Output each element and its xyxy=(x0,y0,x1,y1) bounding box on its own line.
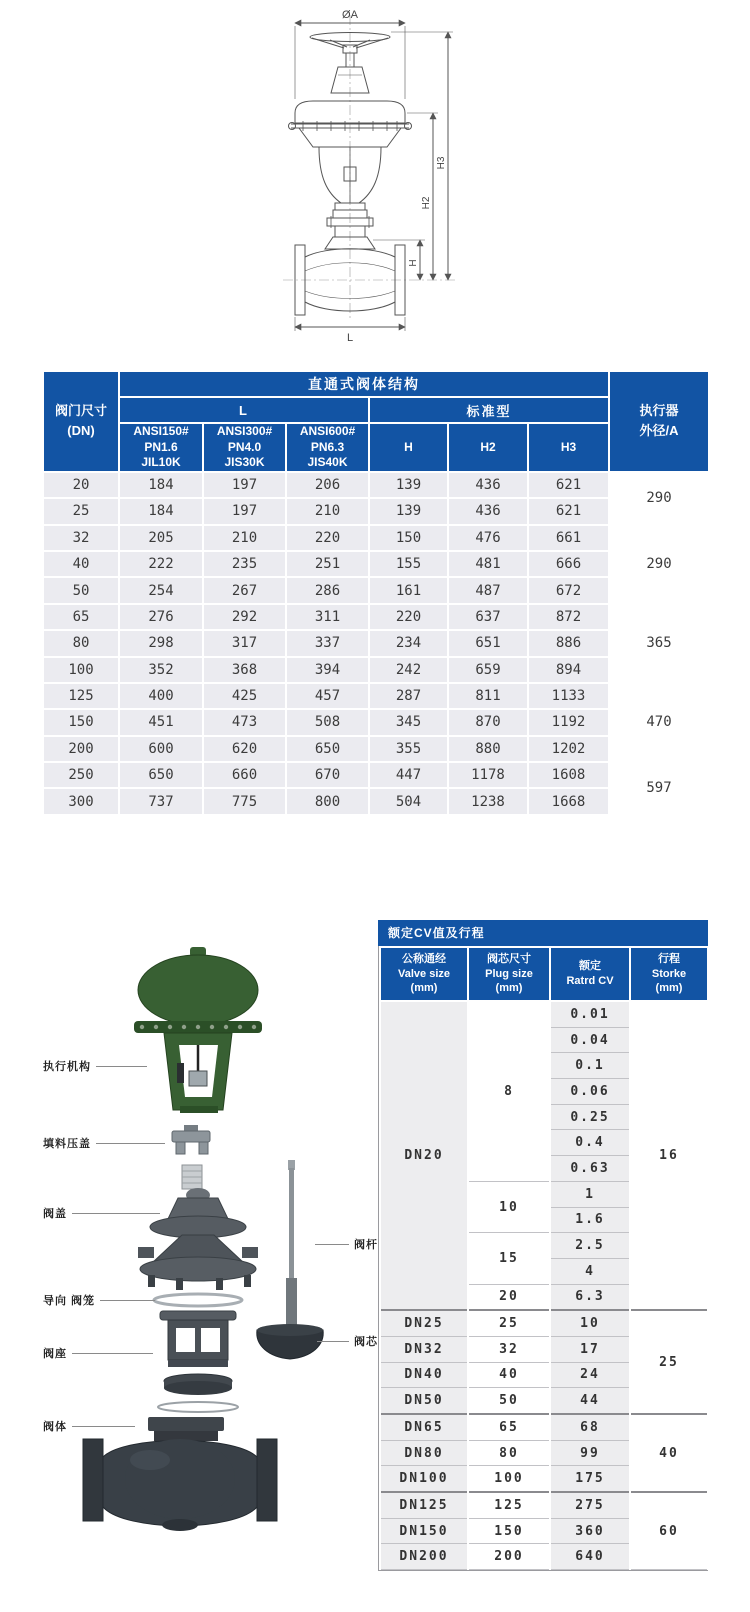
table-cell: 150 xyxy=(468,1518,550,1544)
table-cell: 25 xyxy=(630,1310,708,1414)
dimension-table xyxy=(42,370,710,816)
table-cell: 1608 xyxy=(528,762,609,788)
table-cell: 10 xyxy=(550,1310,630,1336)
leader-line xyxy=(96,1143,165,1144)
table-cell: DN125 xyxy=(380,1492,468,1518)
table-cell: 8 xyxy=(468,1001,550,1181)
table-cell: 487 xyxy=(448,577,528,603)
table-cell: 650 xyxy=(286,736,369,762)
exploded-stem xyxy=(286,1160,297,1320)
table-cell: 476 xyxy=(448,525,528,551)
group-header-standard: 标准型 xyxy=(369,397,609,423)
table-cell: 205 xyxy=(119,525,203,551)
table-cell: 360 xyxy=(550,1518,630,1544)
table-cell: 276 xyxy=(119,604,203,630)
table-cell: 672 xyxy=(528,577,609,603)
table-row xyxy=(380,1492,708,1518)
table-cell: 100 xyxy=(43,657,119,683)
table-cell: 200 xyxy=(43,736,119,762)
leader-line xyxy=(315,1244,349,1245)
table-cell: 870 xyxy=(448,709,528,735)
cv-header-plug-size: 阀芯尺寸 Plug size (mm) xyxy=(468,947,550,1001)
table-cell: 210 xyxy=(203,525,286,551)
table-cell: 286 xyxy=(286,577,369,603)
table-cell: DN20 xyxy=(380,1001,468,1310)
table-cell: 2.5 xyxy=(550,1233,630,1259)
cv-table-section xyxy=(378,920,708,1571)
table-cell: 175 xyxy=(550,1466,630,1492)
table-cell: 0.06 xyxy=(550,1079,630,1105)
col-header-h3: H3 xyxy=(528,423,609,472)
label-plug: 阀芯 xyxy=(312,1333,378,1349)
table-cell: 197 xyxy=(203,472,286,498)
table-cell: 317 xyxy=(203,630,286,656)
table-cell: 25 xyxy=(43,498,119,524)
table-cell: 400 xyxy=(119,683,203,709)
table-cell: 267 xyxy=(203,577,286,603)
dimension-h2 xyxy=(407,113,438,280)
table-cell: 139 xyxy=(369,472,448,498)
exploded-valve-body xyxy=(83,1417,277,1531)
table-cell: 775 xyxy=(203,788,286,814)
table-cell: 242 xyxy=(369,657,448,683)
table-cell: 20 xyxy=(43,472,119,498)
table-cell: 65 xyxy=(468,1414,550,1440)
table-cell: DN200 xyxy=(380,1544,468,1570)
table-cell: 1238 xyxy=(448,788,528,814)
table-cell: 292 xyxy=(203,604,286,630)
table-cell: 0.1 xyxy=(550,1053,630,1079)
table-cell: 16 xyxy=(630,1001,708,1310)
table-cell: 368 xyxy=(203,657,286,683)
table-cell: 25 xyxy=(468,1310,550,1336)
dim-label-l: L xyxy=(346,332,354,344)
exploded-seat xyxy=(164,1374,232,1395)
table-row xyxy=(380,1414,708,1440)
table-cell: 210 xyxy=(286,498,369,524)
dim-label-h2: H2 xyxy=(421,196,432,210)
table-cell: 1192 xyxy=(528,709,609,735)
valve-dimension-drawing xyxy=(255,5,465,350)
table-cell: 661 xyxy=(528,525,609,551)
table-cell: 650 xyxy=(119,762,203,788)
table-cell: 254 xyxy=(119,577,203,603)
table-cell: 80 xyxy=(43,630,119,656)
table-cell: 451 xyxy=(119,709,203,735)
table-cell: 155 xyxy=(369,551,448,577)
table-cell: DN32 xyxy=(380,1336,468,1362)
exploded-ring xyxy=(158,1402,238,1412)
table-cell: 50 xyxy=(43,577,119,603)
table-cell: 24 xyxy=(550,1362,630,1388)
table-cell: DN100 xyxy=(380,1466,468,1492)
table-cell: 345 xyxy=(369,709,448,735)
table-cell: DN40 xyxy=(380,1362,468,1388)
col-header-ansi150: ANSI150# PN1.6 JIL10K xyxy=(119,423,203,472)
table-cell: 660 xyxy=(203,762,286,788)
exploded-packing-gland xyxy=(172,1125,210,1154)
col-header-ansi600: ANSI600# PN6.3 JIS40K xyxy=(286,423,369,472)
table-cell: 40 xyxy=(43,551,119,577)
table-cell: 290 xyxy=(609,472,709,525)
col-header-h2: H2 xyxy=(448,423,528,472)
exploded-cage xyxy=(160,1311,236,1367)
cv-header-rated-cv: 额定 Ratrd CV xyxy=(550,947,630,1001)
table-cell: 125 xyxy=(43,683,119,709)
table-cell: 80 xyxy=(468,1440,550,1466)
table-cell: 481 xyxy=(448,551,528,577)
table-cell: 200 xyxy=(468,1544,550,1570)
col-header-ansi300: ANSI300# PN4.0 JIS30K xyxy=(203,423,286,472)
table-cell: DN25 xyxy=(380,1310,468,1336)
table-cell: 621 xyxy=(528,498,609,524)
table-cell: DN150 xyxy=(380,1518,468,1544)
table-cell: 44 xyxy=(550,1388,630,1414)
dimension-h3 xyxy=(391,32,453,280)
table-cell: 0.01 xyxy=(550,1001,630,1027)
table-title: 直通式阀体结构 xyxy=(119,371,609,397)
yoke xyxy=(319,147,381,210)
table-row xyxy=(380,1001,708,1027)
table-cell: 666 xyxy=(528,551,609,577)
label-seat: 阀座 xyxy=(43,1345,158,1361)
table-cell: 597 xyxy=(609,762,709,815)
cv-table-title: 额定CV值及行程 xyxy=(378,920,708,946)
table-cell: 234 xyxy=(369,630,448,656)
table-cell: 508 xyxy=(286,709,369,735)
cv-header-valve-size: 公称通经 Valve size (mm) xyxy=(380,947,468,1001)
table-cell: 1202 xyxy=(528,736,609,762)
exploded-actuator xyxy=(134,947,262,1113)
table-cell: 737 xyxy=(119,788,203,814)
table-cell: 290 xyxy=(609,525,709,604)
table-cell: 32 xyxy=(468,1336,550,1362)
exploded-packing xyxy=(182,1165,202,1189)
table-cell: 637 xyxy=(448,604,528,630)
table-cell: 640 xyxy=(550,1544,630,1570)
table-cell: 504 xyxy=(369,788,448,814)
table-row xyxy=(43,525,709,551)
table-cell: 287 xyxy=(369,683,448,709)
corner-header: 阀门尺寸 (DN) xyxy=(43,371,119,472)
table-cell: 150 xyxy=(43,709,119,735)
table-cell: 1133 xyxy=(528,683,609,709)
table-cell: DN65 xyxy=(380,1414,468,1440)
col-header-h: H xyxy=(369,423,448,472)
table-cell: 352 xyxy=(119,657,203,683)
table-cell: 40 xyxy=(630,1414,708,1492)
table-cell: 161 xyxy=(369,577,448,603)
table-cell: 125 xyxy=(468,1492,550,1518)
table-cell: 425 xyxy=(203,683,286,709)
table-cell: 50 xyxy=(468,1388,550,1414)
label-packing-gland: 填料压盖 xyxy=(43,1135,170,1151)
table-cell: 32 xyxy=(43,525,119,551)
table-cell: 621 xyxy=(528,472,609,498)
table-cell: 651 xyxy=(448,630,528,656)
table-cell: 800 xyxy=(286,788,369,814)
table-cell: 620 xyxy=(203,736,286,762)
table-cell: 365 xyxy=(609,604,709,683)
group-header-l: L xyxy=(119,397,369,423)
table-cell: 894 xyxy=(528,657,609,683)
table-cell: 68 xyxy=(550,1414,630,1440)
actuator-header: 执行器 外径/A xyxy=(609,371,709,472)
table-cell: 470 xyxy=(609,683,709,762)
table-row xyxy=(43,683,709,709)
label-bonnet: 阀盖 xyxy=(43,1205,165,1221)
table-cell: 880 xyxy=(448,736,528,762)
dimension-l xyxy=(295,317,405,331)
table-cell: 0.4 xyxy=(550,1130,630,1156)
leader-line xyxy=(96,1066,147,1067)
leader-line xyxy=(72,1426,135,1427)
exploded-gasket xyxy=(154,1294,242,1306)
table-cell: 1178 xyxy=(448,762,528,788)
table-cell: 298 xyxy=(119,630,203,656)
leader-line xyxy=(72,1353,153,1354)
table-cell: 6.3 xyxy=(550,1284,630,1310)
cv-table-body xyxy=(378,946,708,1571)
table-cell: 100 xyxy=(468,1466,550,1492)
label-body: 阀体 xyxy=(43,1418,140,1434)
table-cell: 220 xyxy=(369,604,448,630)
table-cell: 99 xyxy=(550,1440,630,1466)
table-cell: 0.25 xyxy=(550,1104,630,1130)
table-cell: 436 xyxy=(448,472,528,498)
table-cell: 436 xyxy=(448,498,528,524)
label-guide-cage: 导向 阀笼 xyxy=(43,1292,160,1308)
table-cell: 457 xyxy=(286,683,369,709)
table-cell: 10 xyxy=(468,1181,550,1232)
cv-table xyxy=(379,946,709,1570)
table-cell: 20 xyxy=(468,1284,550,1310)
table-cell: 60 xyxy=(630,1492,708,1570)
table-cell: 206 xyxy=(286,472,369,498)
table-cell: 337 xyxy=(286,630,369,656)
table-cell: 150 xyxy=(369,525,448,551)
table-cell: 600 xyxy=(119,736,203,762)
dim-label-h: H xyxy=(408,259,419,267)
table-cell: 811 xyxy=(448,683,528,709)
table-cell: 139 xyxy=(369,498,448,524)
leader-line xyxy=(100,1300,155,1301)
table-row xyxy=(380,1310,708,1336)
table-cell: 394 xyxy=(286,657,369,683)
table-cell: 0.04 xyxy=(550,1027,630,1053)
table-cell: 355 xyxy=(369,736,448,762)
table-row xyxy=(43,604,709,630)
table-cell: 222 xyxy=(119,551,203,577)
table-cell: 473 xyxy=(203,709,286,735)
table-cell: 659 xyxy=(448,657,528,683)
table-cell: 184 xyxy=(119,472,203,498)
table-cell: 872 xyxy=(528,604,609,630)
table-cell: 886 xyxy=(528,630,609,656)
table-cell: 447 xyxy=(369,762,448,788)
table-cell: 275 xyxy=(550,1492,630,1518)
table-cell: 670 xyxy=(286,762,369,788)
cv-header-stroke: 行程 Storke (mm) xyxy=(630,947,708,1001)
table-cell: DN50 xyxy=(380,1388,468,1414)
table-cell: 250 xyxy=(43,762,119,788)
table-cell: 4 xyxy=(550,1258,630,1284)
label-actuator: 执行机构 xyxy=(43,1058,152,1074)
table-cell: 65 xyxy=(43,604,119,630)
table-cell: 0.63 xyxy=(550,1156,630,1182)
table-cell: 15 xyxy=(468,1233,550,1284)
table-cell: 300 xyxy=(43,788,119,814)
dim-label-h3: H3 xyxy=(436,156,447,170)
table-cell: 235 xyxy=(203,551,286,577)
table-cell: 40 xyxy=(468,1362,550,1388)
table-cell: DN80 xyxy=(380,1440,468,1466)
table-row xyxy=(43,472,709,498)
table-cell: 311 xyxy=(286,604,369,630)
table-row xyxy=(43,762,709,788)
leader-line xyxy=(72,1213,160,1214)
table-cell: 197 xyxy=(203,498,286,524)
table-cell: 184 xyxy=(119,498,203,524)
label-stem: 阀杆 xyxy=(310,1236,378,1252)
table-cell: 1 xyxy=(550,1181,630,1207)
table-cell: 1.6 xyxy=(550,1207,630,1233)
table-cell: 220 xyxy=(286,525,369,551)
table-cell: 1668 xyxy=(528,788,609,814)
table-cell: 17 xyxy=(550,1336,630,1362)
table-cell: 251 xyxy=(286,551,369,577)
exploded-bonnet xyxy=(138,1188,258,1290)
dim-label-dia-a: ØA xyxy=(342,9,358,21)
leader-line xyxy=(317,1341,349,1342)
